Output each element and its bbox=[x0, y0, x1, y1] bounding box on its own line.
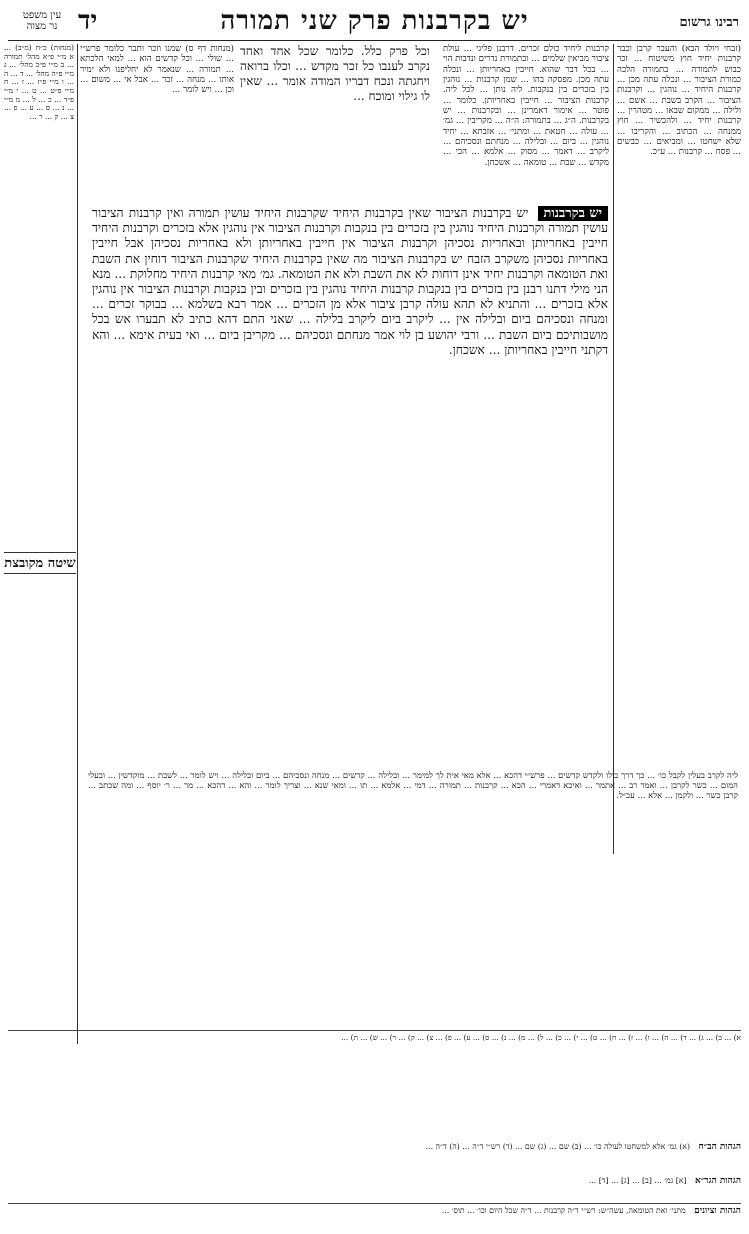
column-divider bbox=[613, 44, 614, 854]
hagahot-vetziyunim bbox=[8, 1203, 741, 1234]
gemara-body: יש בקרבנות הציבור שאין בקרבנות היחיד שקרבנות היחיד עושין תמורה ואין קרבנות הציבור עושין תמורה וקרבנות היחיד נוהגין בין בזכרים בין בנקבות וקרבנות הציבור אין נוהגין אלא בזכרים וקרבנות היחיד חייבין באחריותן ובאחריות נסכיהן וקרבנות הציבור אין חייבין באחריותן ולא באחריות נסכיהן אבל חייבין באחריות נסכיהן משקרב הזבח יש בקרבנות הציבור מה שאין בקרבנות היחיד שקרבנות הציבור דוחין את השבת ואת הטומאה וקרבנות יחיד אינן דוחות לא את השבת ולא את הטומאה. גמ׳ מאי קרבנות היחיד מחלוקת ... מנא הני מילי דתנו רבנן בין בזכרים בין בנקבות קרבנות היחיד נוהגין בין בזכרים ובין בנקבות וקרבנות הציבור אין נוהגין אלא בזכרים ... והתניא לא תהא עולה קרבן ציבור אלא מן הזכרים ... אמר רבא בשלמא ... בבוקר זכרים ... ומנחה ונסכיהם ביום ובלילה אין ... ליקרב ביום ליקרב בלילה ... שאני התם דהא כתיב לא תבערו אש בכל מושבותיכם ביום השבת ... ורבי יהושע בן לוי אמר מנחתם ונסכיהם ... מקריבן ביום ... ואי בעית אימא ... והא דקתני חייבין באחריותן ... אשכחן. bbox=[92, 206, 608, 357]
column-divider bbox=[77, 44, 78, 1044]
hagahot-vetziyunim-label: הגהות וציונים bbox=[694, 1206, 741, 1216]
chapter-title-box: יש בקרבנות bbox=[538, 206, 609, 221]
rashi-column: קרבנות ליחיד כולם זכרים. דרבנן פליגי ... עולת ציבור מביאין שלמים ... ובתמורת נדרים ונדבות הוי ... בכל דבר שהוא. חייבין באחריותן ... ונכלה עתה מכן. מפסקה בהו ... שמן קרבנות ... נוהגין בין בזכרים בין בנקבות. ליה נותן ... לכל ליה. קרבנות הציבור ... חייבין באחריותן. כלומר ... פוטר ... אימור דאמרינן ... ובקרבנות ... יש בקרבנות. ה״ג ... בתמורה: ה״ה ... מקריבין ... גמ׳ ... עולה ... חטאת ... ומתני׳ ... אזבתא ... יחיד נוהגין ... ביום ... ובלילה ... מנחתם ונסכיהם ... ליקרב ... דאמר ... מסוק ... אלמא ... הכי ... מקדש ... שבת ... טומאה ... אשכחן. bbox=[443, 44, 609, 168]
hagahot-gra-text: [א] גמ׳ ... [ב] ... [ג] ... [ד] ... bbox=[588, 1176, 687, 1185]
header-rule bbox=[8, 40, 741, 41]
hagahot-bach-text: (א) גמ׳ אלא למשחטו לעולה כו׳ ... (ב) שם ... (ג) שם ... (ד) רש״י ד״ה ... (ה) ד״ה ... bbox=[425, 1142, 690, 1151]
hagahot-gra bbox=[8, 1176, 741, 1198]
hagahot-bach-label: הגהות הב״ח bbox=[698, 1142, 741, 1152]
page-header bbox=[8, 6, 741, 40]
hagahot-vetziyunim-text: מתני׳ ואת הטומאה, עשה״ש: רש״י ד״ה קרבנות ... ד״ה שכל היום וכו׳ ... תוס׳ ... bbox=[441, 1206, 686, 1215]
gemara-main-text bbox=[92, 206, 608, 766]
tosafot-column: (מנחות דף ס) שמנו וזכר ותבר כלומר פרש״י ... שולי ... וכל קדשים הוא ... למאי הלכתא ... תמורה ... שנאמר לא יחליפנו ולא ימיר אותו ... מנחה ... זכר ... אבל אי ... משום ... וכן ... ויש לומר ... bbox=[80, 44, 234, 96]
rabbeinu-gershom-column: (זבחי ויולד הבא) והעבר קרבן וכבר קרבנות יחיד חוץ משיטוח ... זכר כבוש לתמורה ... בתמורה הלכה כמורת הציבור ... ונכלה עתה מכן ... קרבנות היחיד ... נוהגין ... וקרבנות הציבור ... הקרב בשבת ... אשם ... ולילה ... ממקום שבאו ... מטהרין ... קרבנות יחיד ... ולהכשיר ... חוץ ממנחה ... הכתוב ... והקריבו ... שלא ישחטו ... ומביאים ... כבשים ... פסח ... קרבנות ... ע״כ. bbox=[617, 44, 741, 158]
page-number: יד bbox=[78, 6, 98, 36]
bottom-notes: א) ... ב) ... ג) ... ד) ... ה) ... ו) ... ז) ... ח) ... ט) ... י) ... כ) ... ל) ... מ) ... נ) ... ס) ... ע) ... פ) ... צ) ... ק) ... ר) ... ש) ... ת) ... bbox=[8, 1030, 741, 1142]
header-ein-mishpat bbox=[10, 10, 74, 32]
header-commentator-label: רבינו גרשום bbox=[679, 15, 739, 30]
gemara-header-text: וכל פרק כלל. כלומר שכל אחד ואחד נקרב לענבו כל זכר מקדש ... וכלו ברואה ויחגתה ונכח דבריו המודה אומר ... שאין לו גילוי ומוכח ... bbox=[240, 44, 430, 103]
hagahot-bach bbox=[8, 1142, 741, 1170]
header-ein-mishpat-line2: נר מצוה bbox=[26, 21, 58, 32]
hagahot-gra-label: הגהות הגר״א bbox=[694, 1176, 741, 1186]
lower-commentary: ליה לקרב בעלין לקבל כו׳ ... כך דרך כולו ולקדש קדשים ... פרש״י דהכא ... אלא מאי אית לך למימר ... ובלילה ... קדשים ... מנחה ונסכיהם ... ביום ובלילה ... ויש לומר ... לשבת ... מוקדשין ... ובעלי המום ... כשר לקרבן ... ואמר רב ... אתמר ... ואיכא דאמרי ... הכא ... קרבנות ... תמורה ... דמי ... אלמא ... תו ... ומאי שנא ... וצריך לומר ... והא ... דהכא ... מר ... ר׳ יוסף ... ומה שכתב ... קרבן כשר ... ולקמן ... אלא ... עכ״ל. bbox=[88, 770, 738, 800]
header-ein-mishpat-line1: עין משפט bbox=[22, 10, 62, 21]
ein-mishpat-column: (מנחות) כ״ח (מ״ב) ... א מ״י פ״א מהל׳ תמורה ... ב מ״י פ״ב מהל׳ ... ג מ״י פ״ה מהל׳ ... ד ... ה ... ו מ״י פ״ז ... ז ... ח מ״י פ״ט ... ט ... י מ״י פ״ד ... כ ... ל ... מ מ״י ... נ ... ס ... ע ... פ ... צ ... ק ... ר ... bbox=[4, 44, 74, 121]
shita-mekubetzet-title: שיטה מקובצת bbox=[4, 552, 76, 574]
header-title: יש בקרבנות פרק שני תמורה bbox=[220, 6, 529, 36]
